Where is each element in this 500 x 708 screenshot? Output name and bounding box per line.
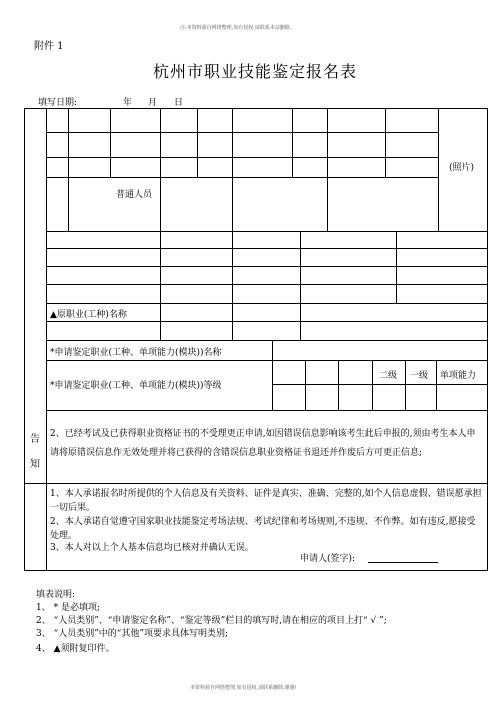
photo-cell-line bbox=[438, 108, 439, 232]
form-border-top bbox=[24, 108, 488, 109]
page-title: 杭州市职业技能鉴定报名表 bbox=[153, 62, 358, 81]
level-option-single[interactable]: 单项能力 bbox=[440, 371, 477, 381]
attachment-label: 附件 1 bbox=[34, 41, 64, 52]
level-option-1[interactable]: 一级 bbox=[410, 371, 429, 381]
notice-text: 2、已经考试及已获得职业资格证书的不受理更正申请,如因错误信息影响该考生此后申报的,须由考生本人申请将原错误信息作无效处理并将已获得的含错误信息职业资格证书退还并作废后方可更正信息; bbox=[50, 429, 476, 458]
instruction-item-4: 4、 ▲须附复印件。 bbox=[36, 644, 115, 654]
fill-date-year: 年 bbox=[123, 98, 133, 108]
commitment-2: 2、本人承诺自觉遵守国家职业技能鉴定考场法规、考试纪律和考场规则,不违规、不作弊。如有违反,愿接受处理。 bbox=[50, 517, 476, 541]
applicant-signature-label: 申请人(签字): bbox=[300, 554, 356, 564]
commitment-3: 3、本人对以上个人基本信息均已核对并确认无误。 bbox=[50, 543, 254, 553]
notice-label-1: 告 bbox=[30, 434, 40, 445]
apply-level-label: *申请鉴定职业(工种、单项能力(模块))等级 bbox=[50, 381, 222, 391]
form-border-bottom bbox=[24, 570, 488, 571]
photo-label: (照片) bbox=[449, 163, 475, 173]
instruction-item-1: 1、 * 是必填项; bbox=[36, 603, 100, 613]
applicant-signature-field[interactable] bbox=[368, 552, 438, 563]
header-note: 注:本资料源自网络整理,如有侵权,请联系本站删除。 bbox=[180, 25, 295, 31]
fill-date-day: 日 bbox=[174, 98, 184, 108]
footer-note: 本资料源自网络整理,如有侵权,请联系删除,谢谢! bbox=[190, 685, 297, 691]
apply-occupation-label: *申请鉴定职业(工种、单项能力(模块))名称 bbox=[50, 348, 222, 358]
level-option-2[interactable]: 二级 bbox=[379, 371, 398, 381]
instructions-title: 填表说明: bbox=[36, 590, 76, 600]
instruction-item-3: 3、 “人员类别”中的“其他”项要求具体写明类别; bbox=[36, 629, 229, 639]
form-border-right bbox=[487, 108, 488, 570]
fill-date-label: 填写日期: bbox=[38, 98, 78, 108]
form-border-left bbox=[24, 108, 25, 570]
ordinary-staff-option[interactable]: 普通人员 bbox=[116, 190, 153, 200]
fill-date-month: 月 bbox=[148, 98, 158, 108]
commitment-1: 1、本人承诺报名时所提供的个人信息及有关资料、证件是真实、准确、完整的,如个人信息虚假、错误愿承担一切后果。 bbox=[50, 489, 482, 513]
notice-label-2: 知 bbox=[30, 459, 40, 470]
instruction-item-2: 2、 “人员类别”、“申请鉴定名称”、“鉴定等级”栏目的填写时,请在相应的项目上打“ √ ”; bbox=[36, 616, 387, 626]
original-occupation-label: ▲原职业(工种)名称 bbox=[50, 310, 127, 320]
